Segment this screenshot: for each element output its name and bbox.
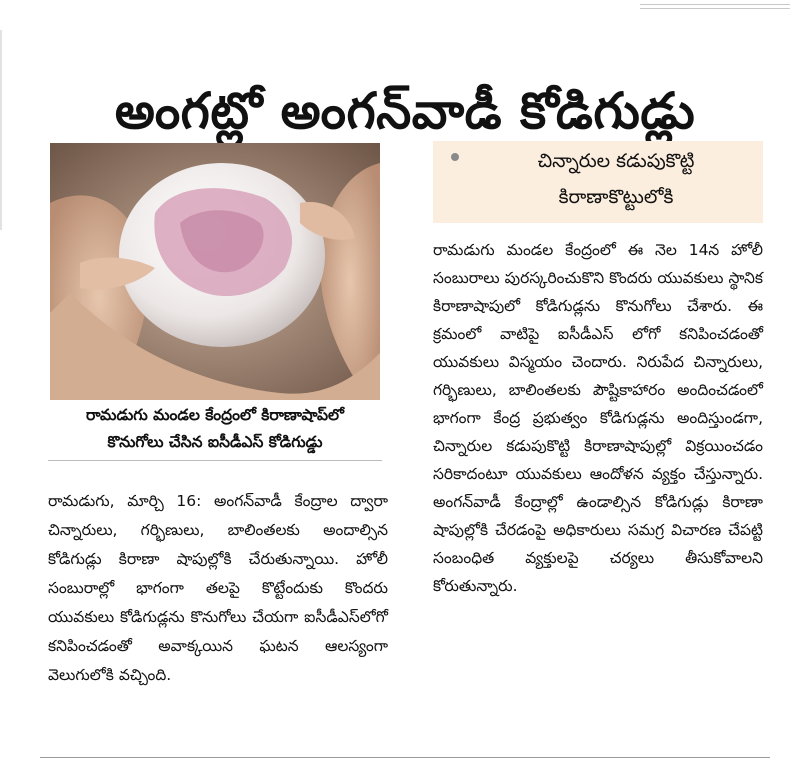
- egg-in-hands-illustration: [50, 143, 380, 400]
- top-rule: [640, 4, 790, 5]
- top-rule-2: [640, 8, 790, 9]
- article-left-column: [48, 487, 388, 690]
- bottom-rule: [40, 757, 770, 758]
- caption-line-2: కొనుగోలు చేసిన ఐసీడీఎస్ కోడిగుడ్డు: [107, 433, 323, 451]
- highlight-line-1: చిన్నారుల కడుపుకొట్టి: [537, 150, 695, 172]
- headline: అంగట్లో అంగన్‌వాడీ కోడిగుడ్లు: [114, 81, 696, 140]
- article-left-text: రామడుగు, మార్చి 16: అంగన్‌వాడీ కేంద్రాల ద్వారా చిన్నారులు, గర్భిణులు, బాలింతలకు అందాల్సిన కోడిగుడ్లు కిరాణా షాపుల్లోకి చేరుతున్నాయి. హోలీ సంబురాల్లో భాగంగా తలపై కొట్టేందుకు కొందరు యువకులు కోడిగుడ్లను కొనుగోలు చేయగా ఐసీడీఎస్‌లోగో కనిపించడంతో అవాక్కయిన ఘటన ఆలస్యంగా వెలుగులోకి వచ్చింది.: [48, 492, 388, 684]
- highlight-text: [481, 143, 751, 215]
- article-right-column: [433, 236, 763, 600]
- left-rule: [0, 30, 2, 230]
- article-right-text: రామడుగు మండల కేంద్రంలో ఈ నెల 14న హోలీ సంబురాలు పురస్కరించుకొని కొందరు యువకులు స్థానిక కిరాణాషాపులో కోడిగుడ్లను కొనుగోలు చేశారు. ఈ క్రమంలో వాటిపై ఐసీడీఎస్ లోగో కనిపించడంతో యువకులు విస్మయం చెందారు. నిరుపేద చిన్నారులు, గర్భిణులు, బాలింతలకు పౌష్టికాహారం అందించడంలో భాగంగా కేంద్ర ప్రభుత్వం కోడిగుడ్లను అందిస్తుండగా, చిన్నారుల కడుపుకొట్టి కిరాణాషాపుల్లో విక్రయించడం సరికాదంటూ యువకులు ఆందోళన వ్యక్తం చేస్తున్నారు. అంగన్‌వాడీ కేంద్రాల్లో ఉండాల్సిన కోడిగుడ్లు కిరాణా షాపుల్లోకి చేరడంపై అధికారులు సమగ్ర విచారణ చేపట్టి సంబంధిత వ్యక్తులపై చర్యలు తీసుకోవాలని కోరుతున్నారు.: [433, 241, 763, 595]
- egg-photo: [50, 143, 380, 400]
- highlight-line-2: కిరాణాకొట్టులోకి: [558, 186, 674, 208]
- photo-caption: [48, 402, 382, 461]
- bullet-icon: [451, 153, 459, 161]
- caption-line-1: రామడుగు మండల కేంద్రంలో కిరాణాషాప్‌లో: [86, 406, 344, 424]
- highlight-box: [433, 141, 763, 223]
